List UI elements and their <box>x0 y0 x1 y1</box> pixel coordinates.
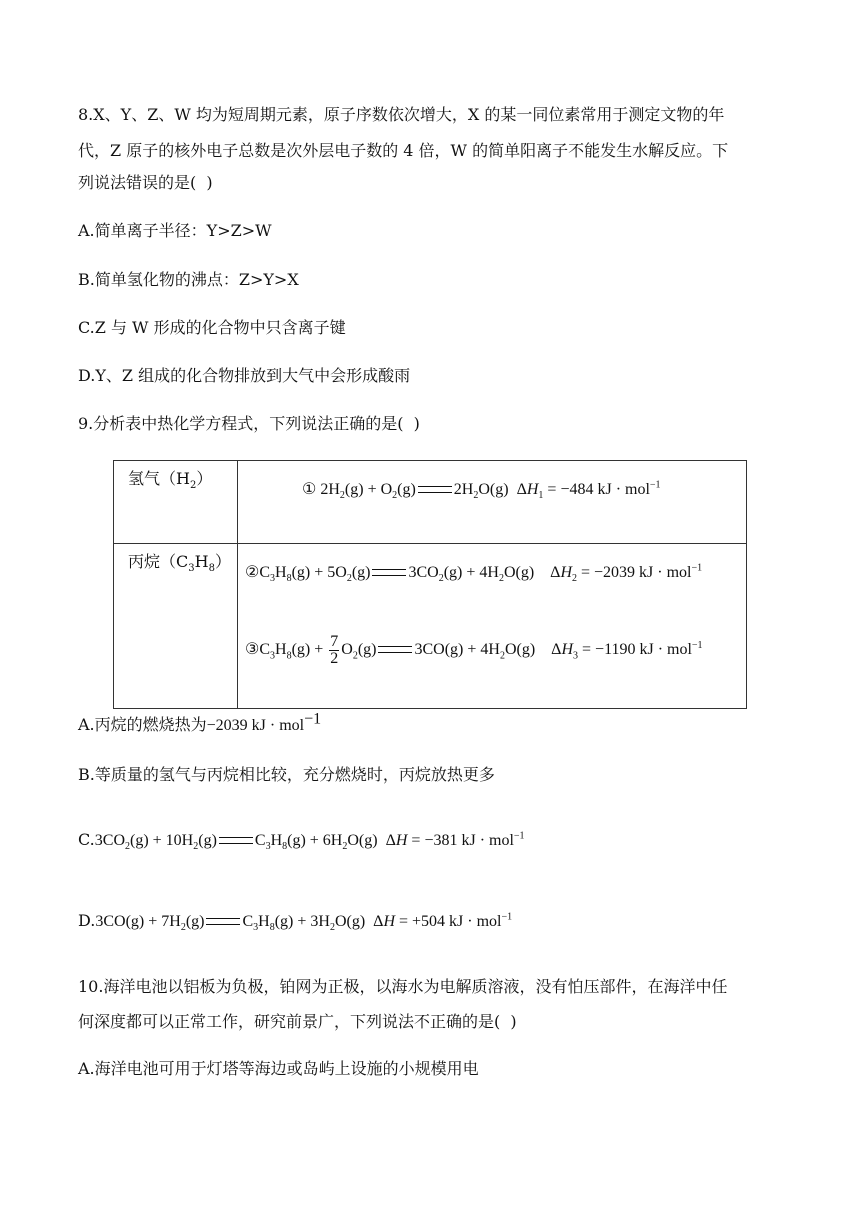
q8-option-a: A.简单离子半径：Y>Z>W <box>78 221 272 240</box>
c3h8-label-cell <box>114 544 238 709</box>
q8-option-d: D.Y、Z 组成的化合物排放到大气中会形成酸雨 <box>78 366 411 385</box>
q10-option-a: A.海洋电池可用于灯塔等海边或岛屿上设施的小规模用电 <box>78 1059 479 1078</box>
q8-option-b: B.简单氢化物的沸点：Z>Y>X <box>78 270 299 289</box>
q9-option-b: B.等质量的氢气与丙烷相比较，充分燃烧时，丙烷放热更多 <box>78 765 495 784</box>
q9-option-d: $D.3CO(g) + 7H_2(g) C_3H_8(g) + 3H_2O(g) \Delta H = +504$ kJ · mol$^{-1}$ <box>78 911 513 934</box>
equation-3: $③C_3H_8(g)$ + $\frac{7}{2}$ $O_2(g) 3CO(g) + 4H_2O(g)$ $\Delta H_3 = -1190$ kJ · mol$^{-1}$ <box>245 633 703 667</box>
h2-label: 氢气$(H_2)$ <box>128 469 213 492</box>
q9-stem: 9.分析表中热化学方程式，下列说法正确的是( ) <box>78 414 420 433</box>
q8-stem-line-3: 列说法错误的是( ) <box>78 173 213 192</box>
thermochemical-table <box>113 460 747 709</box>
q10-stem-line-2: 何深度都可以正常工作，研究前景广，下列说法不正确的是( ) <box>78 1012 517 1031</box>
q8-stem-line-1: 8.X、Y、Z、W 均为短周期元素，原子序数依次增大，X 的某一同位素常用于测定文物的年 <box>78 105 725 124</box>
eq1-cell <box>238 461 747 544</box>
h2-label-cell <box>114 461 238 544</box>
q10-stem-line-1: 10.海洋电池以铝板为负极，铂网为正极，以海水为电解质溶液，没有怕压部件，在海洋中任 <box>78 977 728 996</box>
equation-1: ① $2H_2(g) + O_2(g)$ $2H_2O(g) \Delta H_1 = -484$ kJ · mol$^{-1}$ <box>302 479 661 502</box>
q9-option-c: $C.3CO_2(g) + 10H_2(g) C_3H_8(g) + 6H_2O(g) \Delta H = -381$ kJ · mol$^{-1}$ <box>78 830 525 853</box>
q9-option-a: A.丙烷的燃烧热为−2039 kJ · mol$^{-1}$ <box>78 710 322 734</box>
fraction-seven-halves: $\frac{7}{2}$ <box>330 633 339 667</box>
q8-option-c: C.Z 与 W 形成的化合物中只含离子键 <box>78 318 346 337</box>
equation-2: $②C_3H_8(g) + 5O_2(g) 3CO_2(g) + 4H_2O(g)$ $\Delta H_2 = -2039$ kJ · mol$^{-1}$ <box>245 562 703 585</box>
q8-stem-line-2: 代，Z 原子的核外电子总数是次外层电子数的 4 倍，W 的简单阳离子不能发生水解反应。下 <box>78 141 729 160</box>
c3h8-label: 丙烷$(C_3H_8)$ <box>128 552 231 575</box>
eq2-eq3-cell <box>238 544 747 709</box>
